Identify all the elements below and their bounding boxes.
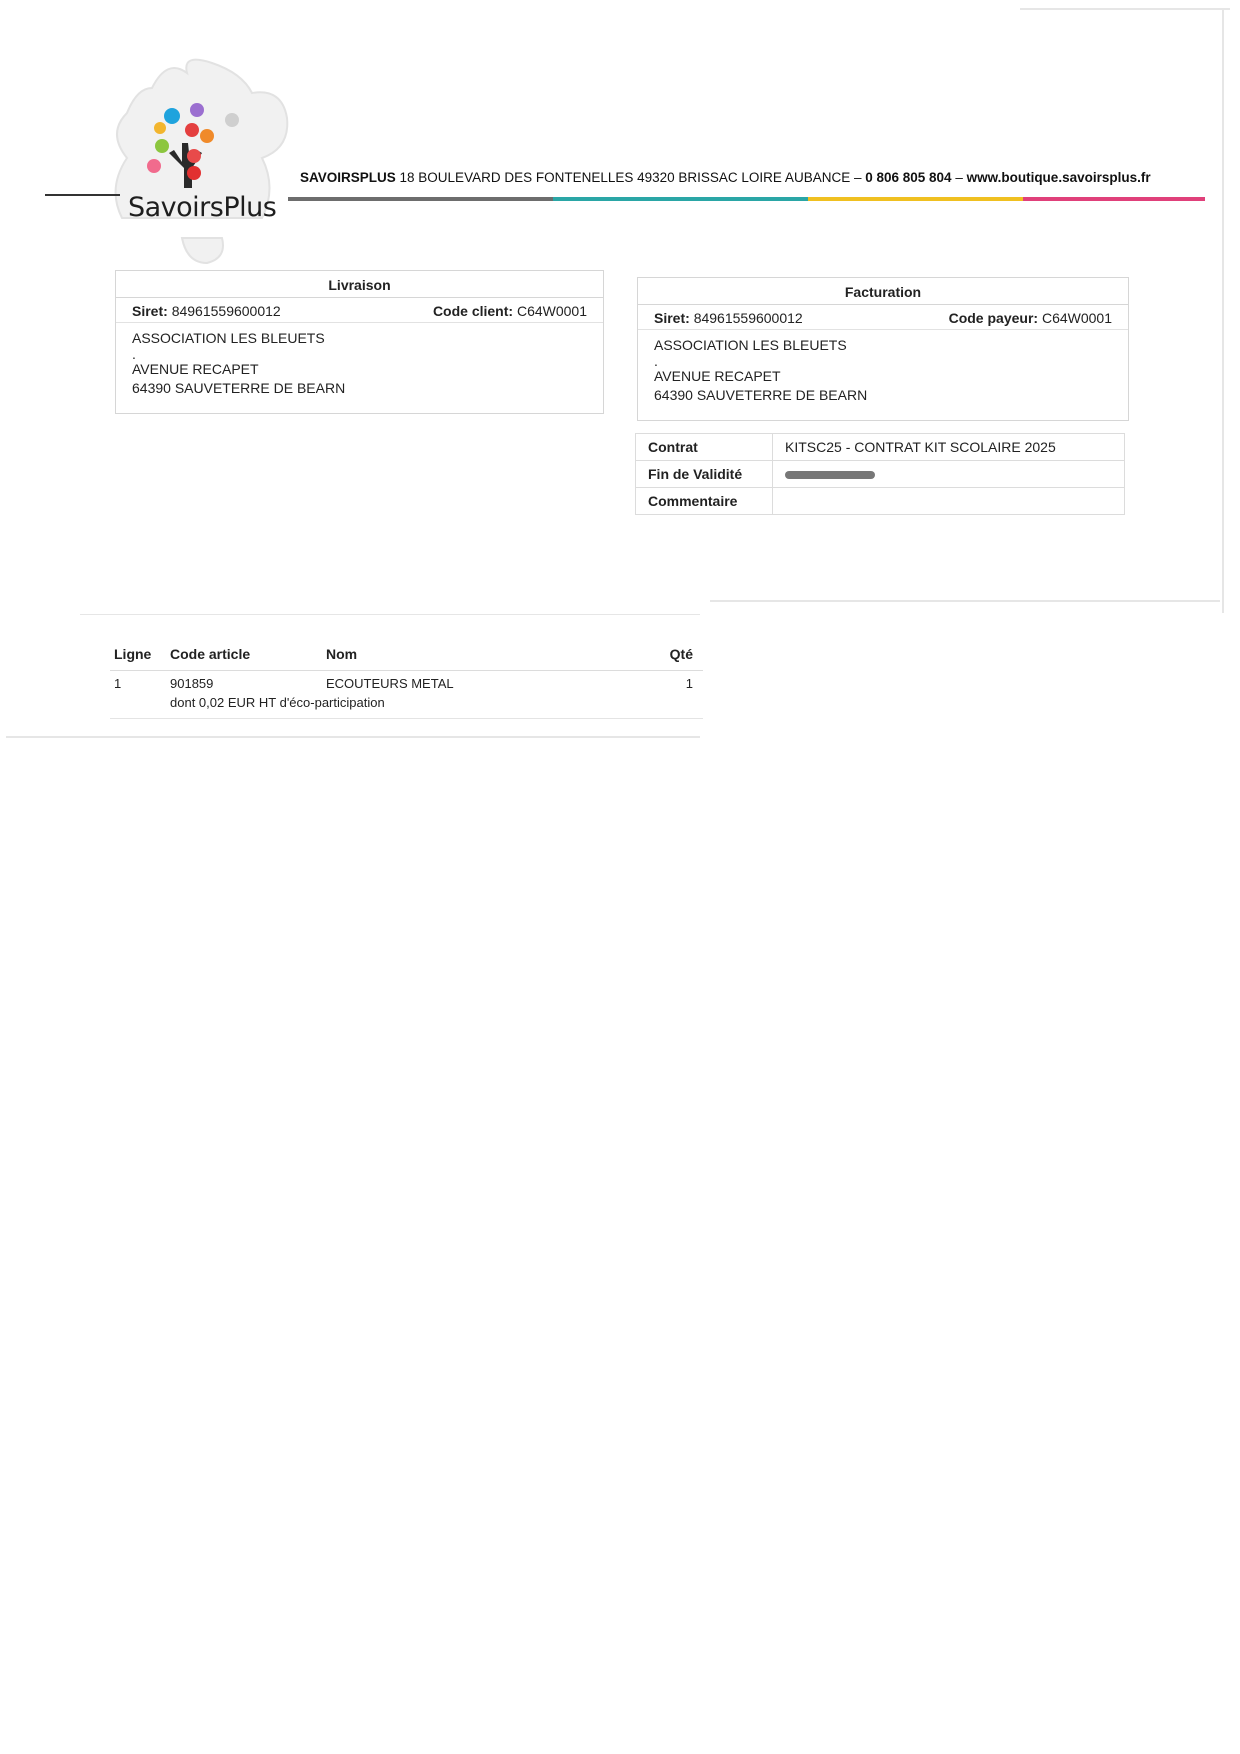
company-phone: 0 806 805 804	[865, 170, 952, 185]
savoirsplus-logo	[112, 58, 292, 268]
contrat-value: KITSC25 - CONTRAT KIT SCOLAIRE 2025	[773, 434, 1125, 461]
row-eco-note: dont 0,02 EUR HT d'éco-participation	[166, 693, 703, 719]
contract-row	[636, 434, 1125, 461]
contract-table	[635, 433, 1125, 515]
table-row	[110, 671, 703, 694]
company-address: 18 BOULEVARD DES FONTENELLES 49320 BRISSAC LOIRE AUBANCE	[399, 170, 851, 185]
redacted-mark	[785, 471, 875, 479]
livraison-title: Livraison	[116, 271, 603, 298]
col-code-article: Code article	[166, 642, 322, 671]
livraison-address: ASSOCIATION LES BLEUETS . AVENUE RECAPET 64390 SAUVETERRE DE BEARN	[116, 323, 603, 404]
row-nom: ECOUTEURS METAL	[326, 676, 454, 691]
livraison-name: ASSOCIATION LES BLEUETS	[132, 330, 325, 346]
logo-text: SavoirsPlus	[128, 192, 277, 223]
scan-edge-items-bottom	[6, 736, 700, 738]
contrat-label: Contrat	[636, 434, 773, 461]
company-name: SAVOIRSPLUS	[300, 170, 396, 185]
company-website[interactable]: www.boutique.savoirsplus.fr	[966, 170, 1151, 185]
validite-row	[636, 461, 1125, 488]
facturation-address: ASSOCIATION LES BLEUETS . AVENUE RECAPET 64390 SAUVETERRE DE BEARN	[638, 330, 1128, 411]
facturation-title: Facturation	[638, 278, 1128, 305]
scan-edge-mid	[710, 600, 1220, 602]
col-nom: Nom	[322, 642, 649, 671]
validite-value	[773, 461, 1125, 488]
facturation-city: 64390 SAUVETERRE DE BEARN	[654, 387, 868, 403]
col-qte: Qté	[649, 642, 703, 671]
items-table	[110, 642, 703, 719]
commentaire-row	[636, 488, 1125, 515]
row-ligne: 1	[114, 676, 122, 691]
livraison-box	[115, 270, 604, 414]
scan-edge-right	[1222, 8, 1224, 613]
facturation-name: ASSOCIATION LES BLEUETS	[654, 337, 847, 353]
facturation-siret: Siret: 84961559600012	[654, 310, 803, 326]
validite-label: Fin de Validité	[636, 461, 773, 488]
facturation-street: AVENUE RECAPET	[654, 368, 781, 384]
livraison-street: AVENUE RECAPET	[132, 361, 259, 377]
left-rule	[45, 194, 120, 196]
livraison-siret: Siret: 84961559600012	[132, 303, 281, 319]
items-header	[110, 642, 703, 671]
company-header: SAVOIRSPLUS 18 BOULEVARD DES FONTENELLES 49320 BRISSAC LOIRE AUBANCE – 0 806 805 804 – www.boutique.savoirsplus.fr	[300, 170, 1151, 185]
facturation-code-payeur: Code payeur: C64W0001	[948, 310, 1112, 326]
table-row-note	[110, 693, 703, 719]
scan-edge-top	[1020, 8, 1230, 10]
facturation-box	[637, 277, 1129, 421]
row-code: 901859	[170, 676, 214, 691]
livraison-city: 64390 SAUVETERRE DE BEARN	[132, 380, 346, 396]
scan-edge-items-top	[80, 614, 700, 615]
commentaire-label: Commentaire	[636, 488, 773, 515]
col-ligne: Ligne	[110, 642, 166, 671]
row-qte: 1	[685, 676, 693, 691]
commentaire-value	[773, 488, 1125, 515]
color-rule	[288, 197, 1205, 201]
livraison-code-client: Code client: C64W0001	[432, 303, 587, 319]
